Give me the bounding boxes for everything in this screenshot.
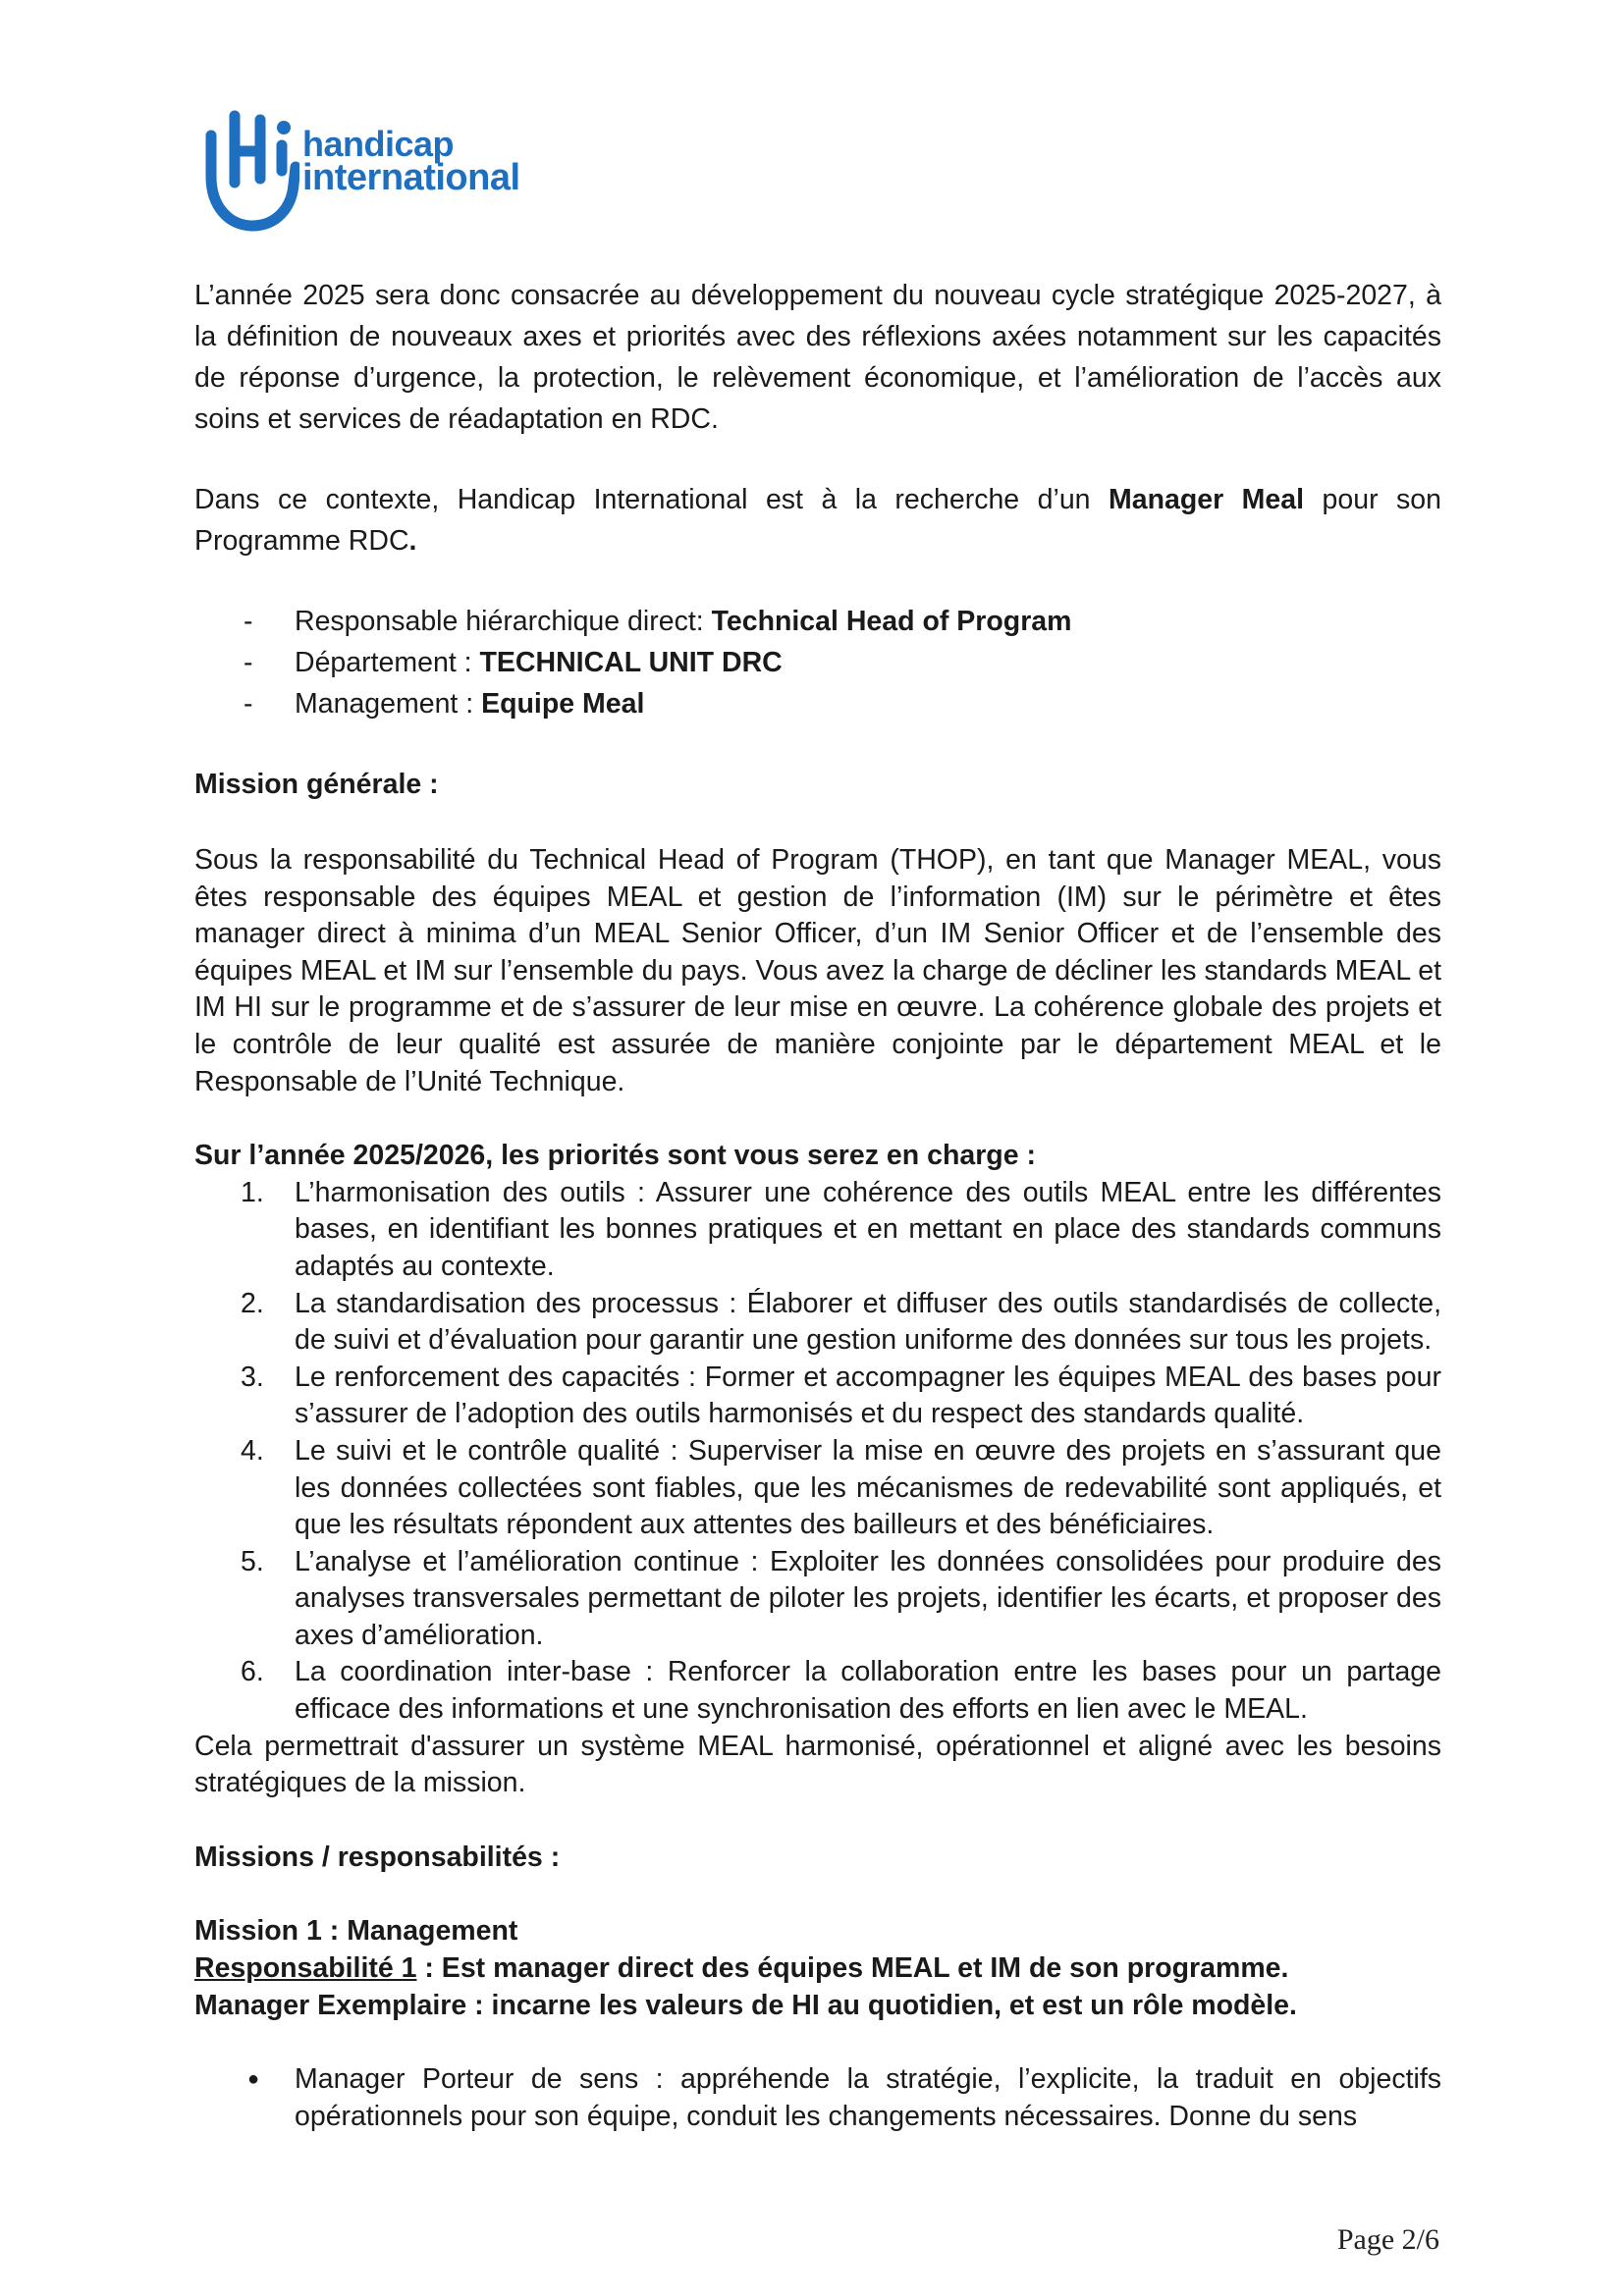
responsabilite-text: : Est manager direct des équipes MEAL et IM de son programme. bbox=[416, 1952, 1289, 1985]
logo-wordmark bbox=[302, 124, 520, 198]
detail-value: TECHNICAL UNIT DRC bbox=[479, 647, 783, 678]
detail-label: Département : bbox=[295, 647, 480, 678]
list-item: 6. La coordination inter-base : Renforcer la collaboration entre les bases pour un partage efficace des informations et une synchronisation des efforts en lien avec le MEAL. bbox=[241, 1656, 1441, 1726]
handicap-international-logo bbox=[201, 106, 555, 234]
section-heading-missions: Missions / responsabilités : bbox=[194, 1841, 561, 1873]
list-item: ● Manager Porteur de sens : appréhende la stratégie, l’explicite, la traduit en objectifs opérationnels pour son équipe, conduit les changements nécessaires. Donne du sens bbox=[247, 2063, 1441, 2132]
management-bullet-list bbox=[194, 2061, 1441, 2135]
priorities-conclusion: Cela permettrait d'assurer un système MEAL harmonisé, opérationnel et aligné avec les besoins stratégiques de la mission. bbox=[194, 1730, 1441, 1799]
logo-line-handicap: handicap bbox=[302, 124, 455, 164]
manager-exemplaire: Manager Exemplaire : incarne les valeurs de HI au quotidien, et est un rôle modèle. bbox=[194, 1989, 1297, 2021]
mission-generale-text: Sous la responsabilité du Technical Head of Program (THOP), en tant que Manager MEAL, vous êtes responsable des équipes MEAL et gestion de l’information (IM) sur le périmètre et êtes manager direct à minima d’un MEAL Senior Officer, d’un IM Senior Officer et de l’ensemble des équipes MEAL et IM sur l’ensemble du pays. Vous avez la charge de décliner les standards MEAL et IM HI sur le programme et de s’assurer de leur mise en œuvre. La cohérence globale des projets et le contrôle de leur qualité est assurée de manière conjointe par le département MEAL et le Responsable de l’Unité Technique. bbox=[194, 844, 1441, 1097]
responsabilite-label: Responsabilité 1 bbox=[194, 1952, 417, 1985]
priorities-list bbox=[194, 1175, 1441, 1729]
logo-line-international: international bbox=[302, 157, 520, 198]
intro-paragraph: L’année 2025 sera donc consacrée au développement du nouveau cycle stratégique 2025-2027, à la définition de nouveaux axes et priorités avec des réflexions axées notamment sur les capacités de réponse d’urgence, la protection, le relèvement économique, et l’amélioration de l’accès aux soins et services de réadaptation en RDC. bbox=[194, 280, 1441, 435]
page-number: Page 2/6 bbox=[1336, 2223, 1439, 2256]
list-item: - Département : TECHNICAL UNIT DRC bbox=[244, 647, 783, 678]
mission-1-title: Mission 1 : Management bbox=[194, 1915, 518, 1948]
list-item: 2. La standardisation des processus : Élaborer et diffuser des outils standardisés de collecte, de suivi et d’évaluation pour garantir une gestion uniforme des données sur tous les projets. bbox=[241, 1287, 1441, 1357]
context-paragraph bbox=[194, 479, 1441, 561]
list-item: 1. L’harmonisation des outils : Assurer une cohérence des outils MEAL entre les différentes bases, en identifiant les bonnes pratiques et en mettant en place des standards communs adaptés au contexte. bbox=[241, 1176, 1441, 1282]
detail-value: Technical Head of Program bbox=[711, 606, 1072, 637]
context-text: Dans ce contexte, Handicap International est à la recherche d’un bbox=[194, 484, 1109, 515]
list-item: - Management : Equipe Meal bbox=[244, 688, 645, 720]
section-heading-mission-generale: Mission générale : bbox=[194, 769, 439, 800]
document-body bbox=[194, 275, 1441, 2135]
responsabilite-1 bbox=[194, 1950, 1441, 1988]
context-period: . bbox=[408, 525, 417, 557]
list-item: 4. Le suivi et le contrôle qualité : Superviser la mise en œuvre des projets en s’assurant que les données collectées sont fiables, que les mécanismes de redevabilité sont appliqués, et que les résultats répondent aux attentes des bailleurs et des bénéficiaires. bbox=[241, 1434, 1441, 1541]
hi-hand-icon bbox=[201, 106, 299, 234]
section-heading-priorities: Sur l’année 2025/2026, les priorités sont vous serez en charge : bbox=[194, 1140, 1036, 1172]
context-text-end: pour son Programme RDC bbox=[194, 484, 1441, 557]
detail-label: Responsable hiérarchique direct: bbox=[295, 606, 712, 637]
detail-label: Management : bbox=[295, 688, 482, 720]
position-title: Manager Meal bbox=[1109, 484, 1305, 515]
list-item: - Responsable hiérarchique direct: Technical Head of Program bbox=[244, 606, 1072, 637]
position-details-list bbox=[194, 601, 1441, 724]
list-item: 3. Le renforcement des capacités : Former et accompagner les équipes MEAL des bases pour s’assurer de l’adoption des outils harmonisés et du respect des standards qualité. bbox=[241, 1361, 1441, 1430]
list-item: 5. L’analyse et l’amélioration continue : Exploiter les données consolidées pour produire des analyses transversales permettant de piloter les projets, identifier les écarts, et proposer des axes d’amélioration. bbox=[241, 1545, 1441, 1651]
detail-value: Equipe Meal bbox=[481, 688, 645, 720]
